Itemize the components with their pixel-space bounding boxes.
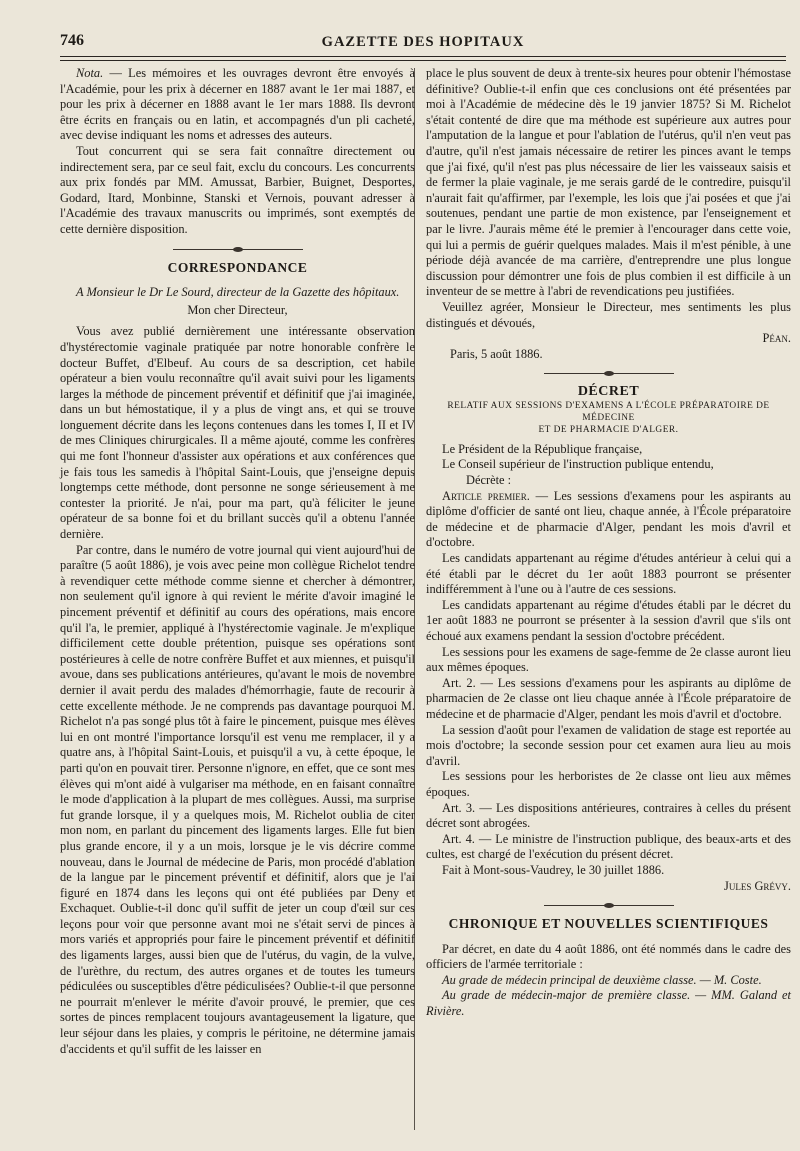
paragraph: Décrète : xyxy=(466,473,512,488)
paragraph: Les sessions pour les herboristes de 2e classe ont lieu aux mêmes époques. xyxy=(426,769,791,799)
decree-signature: Jules Grévy. xyxy=(724,878,791,893)
article-paragraph: Art. 4. — Le ministre de l'instruction publique, des beaux-arts et des cultes, est chargé de l'exécution du présent décret. xyxy=(426,831,791,862)
paragraph: La session d'août pour l'examen de validation de stage est reportée au mois d'octobre; la seconde session pour cet examen aura lieu au mois d'avril. xyxy=(426,722,791,768)
letter-addressee: A Monsieur le Dr Le Sourd, directeur de la Gazette des hôpitaux. xyxy=(76,285,400,300)
nota-text: — Les mémoires et les ouvrages devront être envoyés à l'Académie, pour les prix à décerner en 1887 avant le 1er mai 1887, et pour les prix à décerner en 1888 avant le 1er mars 1888. Ils devront être écrits en français ou en latin, et accompagnés d'un pli cacheté, avec devise indiquant les noms et adresses des auteurs. xyxy=(60,66,415,143)
header-rule xyxy=(60,56,786,61)
decree-title: DÉCRET xyxy=(577,384,640,400)
decree-subtitle: ET DE PHARMACIE D'ALGER. xyxy=(538,424,679,435)
paragraph: Fait à Mont-sous-Vaudrey, le 30 juillet 1886. xyxy=(442,862,665,877)
section-ornament xyxy=(173,246,303,254)
left-column xyxy=(60,66,415,1057)
article-paragraph xyxy=(426,489,791,551)
decree-subtitle: RELATIF AUX SESSIONS D'EXAMENS A L'ÉCOLE PRÉPARATOIRE DE MÉDECINE xyxy=(447,400,770,423)
paragraph: Le Conseil supérieur de l'instruction publique entendu, xyxy=(442,457,714,472)
paragraph: Veuillez agréer, Monsieur le Directeur, mes sentiments les plus distingués et dévoués, xyxy=(426,299,791,330)
section-ornament xyxy=(544,370,674,378)
journal-title: GAZETTE DES HOPITAUX xyxy=(321,34,525,50)
section-heading-chronique: CHRONIQUE ET NOUVELLES SCIENTIFIQUES xyxy=(448,916,769,932)
nota-label: Nota. xyxy=(76,66,104,80)
page-number: 746 xyxy=(60,32,84,49)
nota-paragraph xyxy=(60,66,415,144)
letter-signature: Péan. xyxy=(762,331,791,346)
article-text: — Les sessions d'examens pour les aspirants au diplôme d'officier de santé ont lieu, chaque année, à l'École préparatoire de médecine et de pharmacie d'Alger, pendant les mois d'avril et d'octobre. xyxy=(426,488,791,550)
section-heading-correspondance: CORRESPONDANCE xyxy=(167,259,308,275)
page-header xyxy=(60,28,786,58)
article-label: Article premier. xyxy=(442,488,530,503)
article-paragraph: Art. 3. — Les dispositions antérieures, contraires à celles du présent décret sont abrogées. xyxy=(426,800,791,831)
paragraph: Les sessions pour les examens de sage-femme de 2e classe auront lieu aux mêmes époques. xyxy=(426,644,791,675)
letter-dateline: Paris, 5 août 1886. xyxy=(450,346,543,361)
paragraph: Les candidats appartenant au régime d'études antérieur à celui qui a été établi par le décret du 1er août 1883 pourront se présenter indifféremment à l'une ou à l'autre de ces sessions. xyxy=(426,551,791,597)
right-column xyxy=(426,66,791,1020)
paragraph: Les candidats appartenant au régime d'études établi par le décret du 1er août 1883 ne pourront se présenter à la session d'avril que s'ils ont échoué aux examens pendant la session d'octobre précédent. xyxy=(426,597,791,643)
paragraph: Par décret, en date du 4 août 1886, ont été nommés dans le cadre des officiers de l'armée territoriale : xyxy=(426,941,791,972)
paragraph: place le plus souvent de deux à trente-six heures pour obtenir l'hémostase définitive? Oublie-t-il enfin que ces conclusions ont été présentées par moi à l'Académie de médecine dès le 19 janvier 1875? Si M. Richelot s'était contenté de dire que ma méthode est supérieure aux autres pour l'amputation de la langue et pour l'ablation de l'utérus, qu'il n'en veut pas d'autre, qu'il n'est jamais nécessaire de retirer les pinces avant le temps que j'ai fixé, qu'il n'est pas plus nécessaire de lier les vaisseaux saisis et de fermer la plaie vaginale, je me serais gardé de le contredire, puisqu'il n'aurait fait qu'affirmer, par l'exemple, les lois que j'ai posées et que j'ai soutenues, pendant une partie de mon existence, par l'enseignement et par le livre. J'aurais même été le premier à l'encourager dans cette voie, qui lui a permis de guérir quelques malades. Mais il m'est pénible, à une période déjà avancée de ma carrière, d'entreprendre une plus longue discussion pour démontrer une fois de plus combien il est difficile à un inventeur de se mettre à l'abri de revendications peu justifiées. xyxy=(426,66,791,299)
paragraph: Vous avez publié dernièrement une intéressante observation d'hystérectomie vaginale pratiquée par notre honorable confrère le docteur Buffet, d'Elbeuf. Au cours de sa description, cet habile opérateur a bien voulu reconnaître qu'il avait suivi pour les ligaments larges la méthode de pincement préventif et définitif que j'ai imaginée, dans un but hémostatique, il y a plus de vingt ans, et qui se trouve longuement décrite dans les leçons contenues dans les tomes I, II et IV de mes Cliniques chirurgicales. Il a même ajouté, comme les confrères qui me font l'honneur d'assister aux opérations et aux conférences que je fais tous les samedis à l'hôpital Saint-Louis, que j'enseigne depuis longtemps cette méthode, dont personne ne songe sérieusement à me contester la priorité. Je n'ai, pour ma part, qu'à féliciter le jeune opérateur de sa bonne foi et du brillant succès qu'il a obtenu l'année dernière. xyxy=(60,324,415,542)
letter-salutation: Mon cher Directeur, xyxy=(187,302,288,317)
paragraph: Le Président de la République française, xyxy=(442,441,643,456)
article-paragraph: Art. 2. — Les sessions d'examens pour les aspirants au diplôme de pharmacien de 2e classe ont lieu chaque année à l'École préparatoire de médecine et de pharmacie d'Alger, pendant les mois d'avril et d'octobre. xyxy=(426,675,791,721)
paragraph: Par contre, dans le numéro de votre journal qui vient aujourd'hui de paraître (5 août 1886), je vois avec peine mon collègue Richelot tendre à revendiquer cette méthode comme sienne et chercher à démontrer, non seulement qu'il ignore à qui revient le mérite d'avoir imaginé le pincement préventif et définitif au cours des opérations, mais encore qu'il l'a, le premier, appliqué à l'hystérectomie vaginale. Je m'explique difficilement cette double prétention, puisque ses opérations sont postérieures à celle de notre confrère Buffet et aux miennes, et puisqu'il avoue, dans ses publications antérieures, qu'avant le mois de novembre dernier il avait perdu des malades d'hémorrhagie, faute de recourir à cette excellente méthode. Je ne comprends pas davantage pourquoi M. Richelot n'a pas songé plus tôt à faire le pincement, puisque mes élèves lui en ont montré l'importance lorsqu'il est venu me remplacer, il y a quatre ans, à l'hôpital Saint-Louis, et puisqu'il a vu, à cette époque, le parti qu'on en pouvait tirer. Personne n'ignore, en effet, que ce sont mes élèves qui m'ont aidé à vulgariser ma méthode, en en faisant connaître le mode d'application à la plupart de mes collègues. Aussi, ma surprise fut grande lorsque, il y a quelques mois, M. Richelot oublia de citer mon nom, en parlant du pincement des ligaments larges. Elle fut bien plus grande encore, il y a un mois, lorsque je le vis décrire comme nouveau, dans le Journal de médecine de Paris, mon procédé d'ablation de la langue par le pincement préventif et définitif, alors que je l'ai figuré en 1874 dans les leçons qui ont été publiées par Deny et Exchaquet. Oublie-t-il donc qu'il suffit de jeter un coup d'œil sur ces leçons pour voir que personne avant moi ne s'était servi de pinces à mors variés et appropriés pour faire le pincement préventif et définitif des ligaments larges, aussi bien que de l'utérus, du vagin, de la vulve, de l'urèthre, du rectum, des autres organes et de toutes les tumeurs pédiculées ou susceptibles d'être pédiculisées? Oublie-t-il que personne ne pourrait m'enlever le mérite d'avoir prouvé, le premier, que ces sortes de pinces remplacent toujours avantageusement la ligature, que leur séjour dans les plaies, y compris le péritoine, ne détermine jamais d'accidents et qu'il suffit de les laisser en xyxy=(60,542,416,1056)
paragraph: Au grade de médecin principal de deuxième classe. — M. Coste. xyxy=(442,972,762,987)
section-ornament xyxy=(544,902,674,910)
paragraph: Au grade de médecin-major de première classe. — MM. Galand et Rivière. xyxy=(426,988,791,1019)
paragraph: Tout concurrent qui se sera fait connaître directement ou indirectement sera, par ce seul fait, exclu du concours. Les concurrents aux prix fondés par MM. Amussat, Barbier, Buignet, Desportes, Godard, Itard, Monbinne, Stanski et Vernois, pouvant adresser à l'Académie des travaux manuscrits ou imprimés, sont exemptés de cette dernière disposition. xyxy=(60,143,415,236)
